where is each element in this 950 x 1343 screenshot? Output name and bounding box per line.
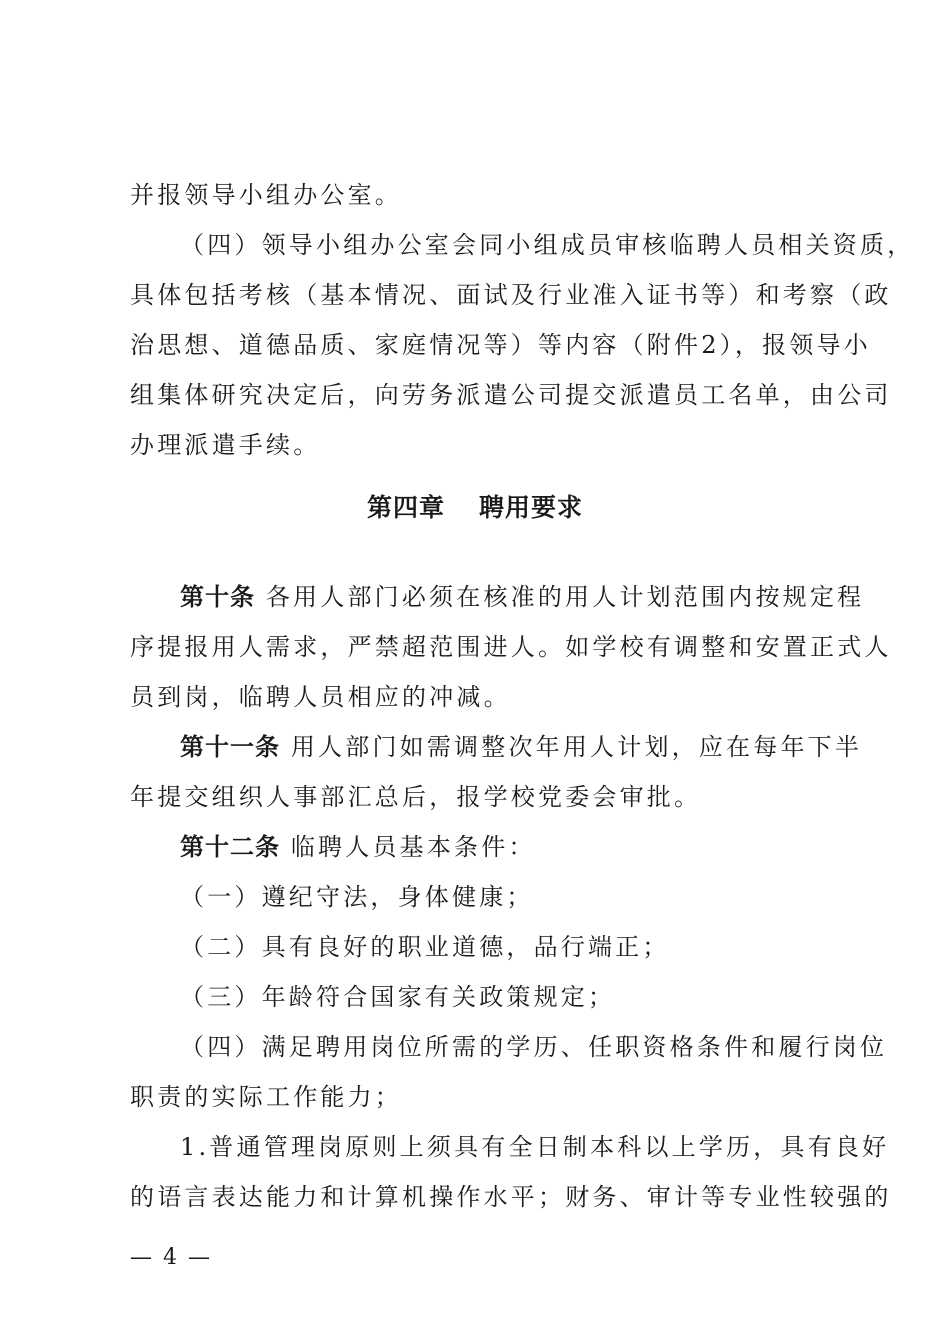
- article-10-line: 员到岗，临聘人员相应的冲减。: [130, 683, 511, 711]
- chapter-heading: [0, 490, 950, 526]
- paragraph-line: 并报领导小组办公室。: [130, 181, 402, 209]
- paragraph-line: 组集体研究决定后，向劳务派遣公司提交派遣员工名单，由公司: [130, 381, 892, 409]
- article-11-line: [180, 730, 863, 764]
- sub-item: 的语言表达能力和计算机操作水平；财务、审计等专业性较强的: [130, 1183, 892, 1211]
- article-10-line: 序提报用人需求，严禁超范围进人。如学校有调整和安置正式人: [130, 633, 892, 661]
- list-item: （一）遵纪守法，身体健康；: [180, 883, 534, 911]
- article-12-text: 临聘人员基本条件：: [290, 833, 536, 861]
- article-12-line: [180, 830, 830, 864]
- paragraph-line: （四）领导小组办公室会同小组成员审核临聘人员相关资质，: [180, 231, 915, 259]
- chapter-number: 第四章: [366, 493, 445, 522]
- article-10-line: [180, 580, 865, 614]
- article-11-text: 用人部门如需调整次年用人计划，应在每年下半: [290, 733, 863, 761]
- page-number: — 4 —: [130, 1245, 212, 1270]
- paragraph-line: 治思想、道德品质、家庭情况等）等内容（附件2），报领导小: [130, 331, 871, 359]
- article-10-label: 第十条: [180, 582, 255, 611]
- chapter-title: 聘用要求: [479, 493, 584, 522]
- paragraph-line: 具体包括考核（基本情况、面试及行业准入证书等）和考察（政: [130, 281, 892, 309]
- list-item: （四）满足聘用岗位所需的学历、任职资格条件和履行岗位: [180, 1033, 888, 1061]
- list-item: 职责的实际工作能力；: [130, 1083, 402, 1111]
- paragraph-line: 办理派遣手续。: [130, 431, 321, 459]
- article-12-label: 第十二条: [180, 832, 280, 861]
- list-item: （二）具有良好的职业道德，品行端正；: [180, 933, 670, 961]
- article-11-line: 年提交组织人事部汇总后，报学校党委会审批。: [130, 783, 702, 811]
- sub-item: 1.普通管理岗原则上须具有全日制本科以上学历，具有良好: [180, 1133, 890, 1161]
- article-10-text: 各用人部门必须在核准的用人计划范围内按规定程: [265, 583, 865, 611]
- article-11-label: 第十一条: [180, 732, 280, 761]
- list-item: （三）年龄符合国家有关政策规定；: [180, 983, 616, 1011]
